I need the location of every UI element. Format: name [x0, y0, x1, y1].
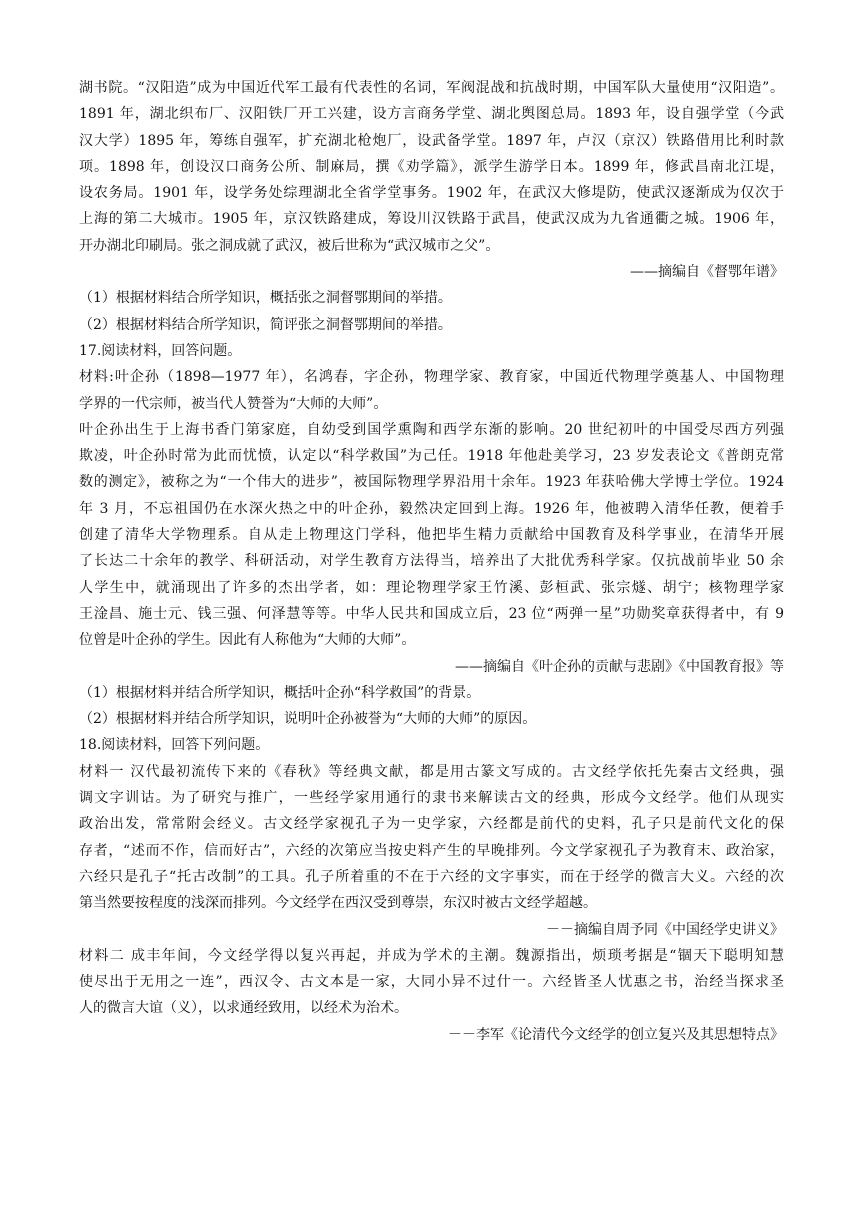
text-line: 第当然要按程度的浅深而排列。今文经学在西汉受到尊崇，东汉时被古文经学超越。	[79, 895, 597, 912]
text-line: 欺凌，叶企孙时常为此而忧愤，认定以“科学救国”为己任。1918 年他赴美学习，23 岁发表论文《普朗克常	[79, 448, 784, 465]
text-line: 叶企孙出生于上海书香门第家庭，自幼受到国学熏陶和西学东渐的影响。20 世纪初叶的中国受尽西方列强	[79, 421, 784, 438]
text-line: 材料:叶企孙（1898—1977 年），名鸿春，字企孙，物理学家、教育家，中国近代物理学奠基人、中国物理	[79, 369, 784, 386]
text-line: 汉大学）1895 年，筹练自强军，扩充湖北枪炮厂，设武备学堂。1897 年，卢汉（京汉）铁路借用比利时款	[79, 132, 784, 149]
text-line: 上海的第二大城市。1905 年，京汉铁路建成，筹设川汉铁路于武昌，使武汉成为九省通衢之城。1906 年，	[79, 211, 784, 228]
source-citation: ——摘编自《叶企孙的贡献与悲剧》《中国教育报》等	[455, 658, 784, 675]
text-line: （1）根据材料结合所学知识，概括张之洞督鄂期间的举措。	[79, 290, 452, 307]
text-line: 人的微言大谊（义），以求通经致用，以经术为治术。	[79, 1000, 408, 1017]
source-citation: ——摘编自《督鄂年谱》	[630, 264, 784, 281]
text-line: 17.阅读材料，回答问题。	[79, 342, 242, 359]
text-line: （2）根据材料结合所学知识，简评张之洞督鄂期间的举措。	[79, 316, 452, 333]
text-line: 年 3 月，不忘祖国仍在水深火热之中的叶企孙，毅然决定回到上海。1926 年，他被聘入清华任教，便着手	[79, 500, 784, 517]
text-line: 湖书院。“汉阳造”成为中国近代军工最有代表性的名词，军阀混战和抗战时期，中国军队大量使用“汉阳造”。	[79, 80, 784, 96]
document-body	[79, 75, 784, 1048]
text-line: 六经只是孔子“托古改制”的工具。孔子所着重的不在于六经的文字事实，而在于经学的微言大义。六经的次	[79, 868, 784, 885]
text-line: 材料一 汉代最初流传下来的《春秋》等经典文献，都是用古篆文写成的。古文经学依托先秦古文经典，强	[79, 763, 784, 780]
source-citation: －－李军《论清代今文经学的创立复兴及其思想特点》	[448, 1026, 784, 1043]
text-line: 设农务局。1901 年，设学务处综理湖北全省学堂事务。1902 年，在武汉大修堤防，使武汉逐渐成为仅次于	[79, 185, 784, 202]
text-line: 人学生中，就涌现出了许多的杰出学者，如：理论物理学家王竹溪、彭桓武、张宗燧、胡宁；核物理学家	[79, 579, 784, 596]
source-citation: －－摘编自周予同《中国经学史讲义》	[546, 921, 784, 938]
text-line: 18.阅读材料，回答下列问题。	[79, 737, 270, 754]
text-line: 开办湖北印刷局。张之洞成就了武汉，被后世称为“武汉城市之父”。	[79, 237, 500, 254]
text-line: （1）根据材料并结合所学知识，概括叶企孙“科学救国”的背景。	[79, 684, 481, 701]
text-line: 材料二 成丰年间，今文经学得以复兴再起，并成为学术的主潮。魏源指出，烦琐考据是“锢天下聪明知慧	[79, 947, 784, 964]
text-line: 调文字训诂。为了研究与推广，一些经学家用通行的隶书来解读古文的经典，形成今文经学。他们从现实	[79, 790, 784, 807]
text-line: 王淦昌、施士元、钱三强、何泽慧等等。中华人民共和国成立后，23 位“两弹一星”功勋奖章获得者中，有 9	[79, 605, 784, 622]
text-line: 位曾是叶企孙的学生。因此有人称他为“大师的大师”。	[79, 632, 416, 649]
text-line: （2）根据材料并结合所学知识，说明叶企孙被誉为“大师的大师”的原因。	[79, 711, 537, 728]
text-line: 数的测定》，被称之为“一个伟大的进步”，被国际物理学界沿用十余年。1923 年获哈佛大学博士学位。1924	[79, 474, 784, 491]
text-line: 存者，“述而不作，信而好古”，六经的次第应当按史料产生的早晚排列。今文学家视孔子为教育末、政治家，	[79, 842, 784, 859]
text-line: 项。1898 年，创设汉口商务公所、制麻局，撰《劝学篇》，派学生游学日本。1899 年，修武昌南北江堤，	[79, 158, 784, 175]
text-line: 使尽出于无用之一连”，西汉令、古文本是一家，大同小异不过什一。六经皆圣人忧惠之书，治经当探求圣	[79, 974, 784, 991]
text-line: 学界的一代宗师，被当代人赞誉为“大师的大师”。	[79, 395, 388, 412]
text-line: 1891 年，湖北织布厂、汉阳铁厂开工兴建，设方言商务学堂、湖北舆图总局。1893 年，设自强学堂（今武	[79, 106, 784, 123]
text-line: 政治出发，常常附会经义。古文经学家视孔子为一史学家，六经都是前代的史料，孔子只是前代文化的保	[79, 816, 784, 833]
text-line: 了长达二十余年的教学、科研活动，对学生教育方法得当，培养出了大批优秀科学家。仅抗战前毕业 50 余	[79, 553, 784, 570]
text-line: 创建了清华大学物理系。自从走上物理这门学科，他把毕生精力贡献给中国教育及科学事业，在清华开展	[79, 527, 784, 544]
